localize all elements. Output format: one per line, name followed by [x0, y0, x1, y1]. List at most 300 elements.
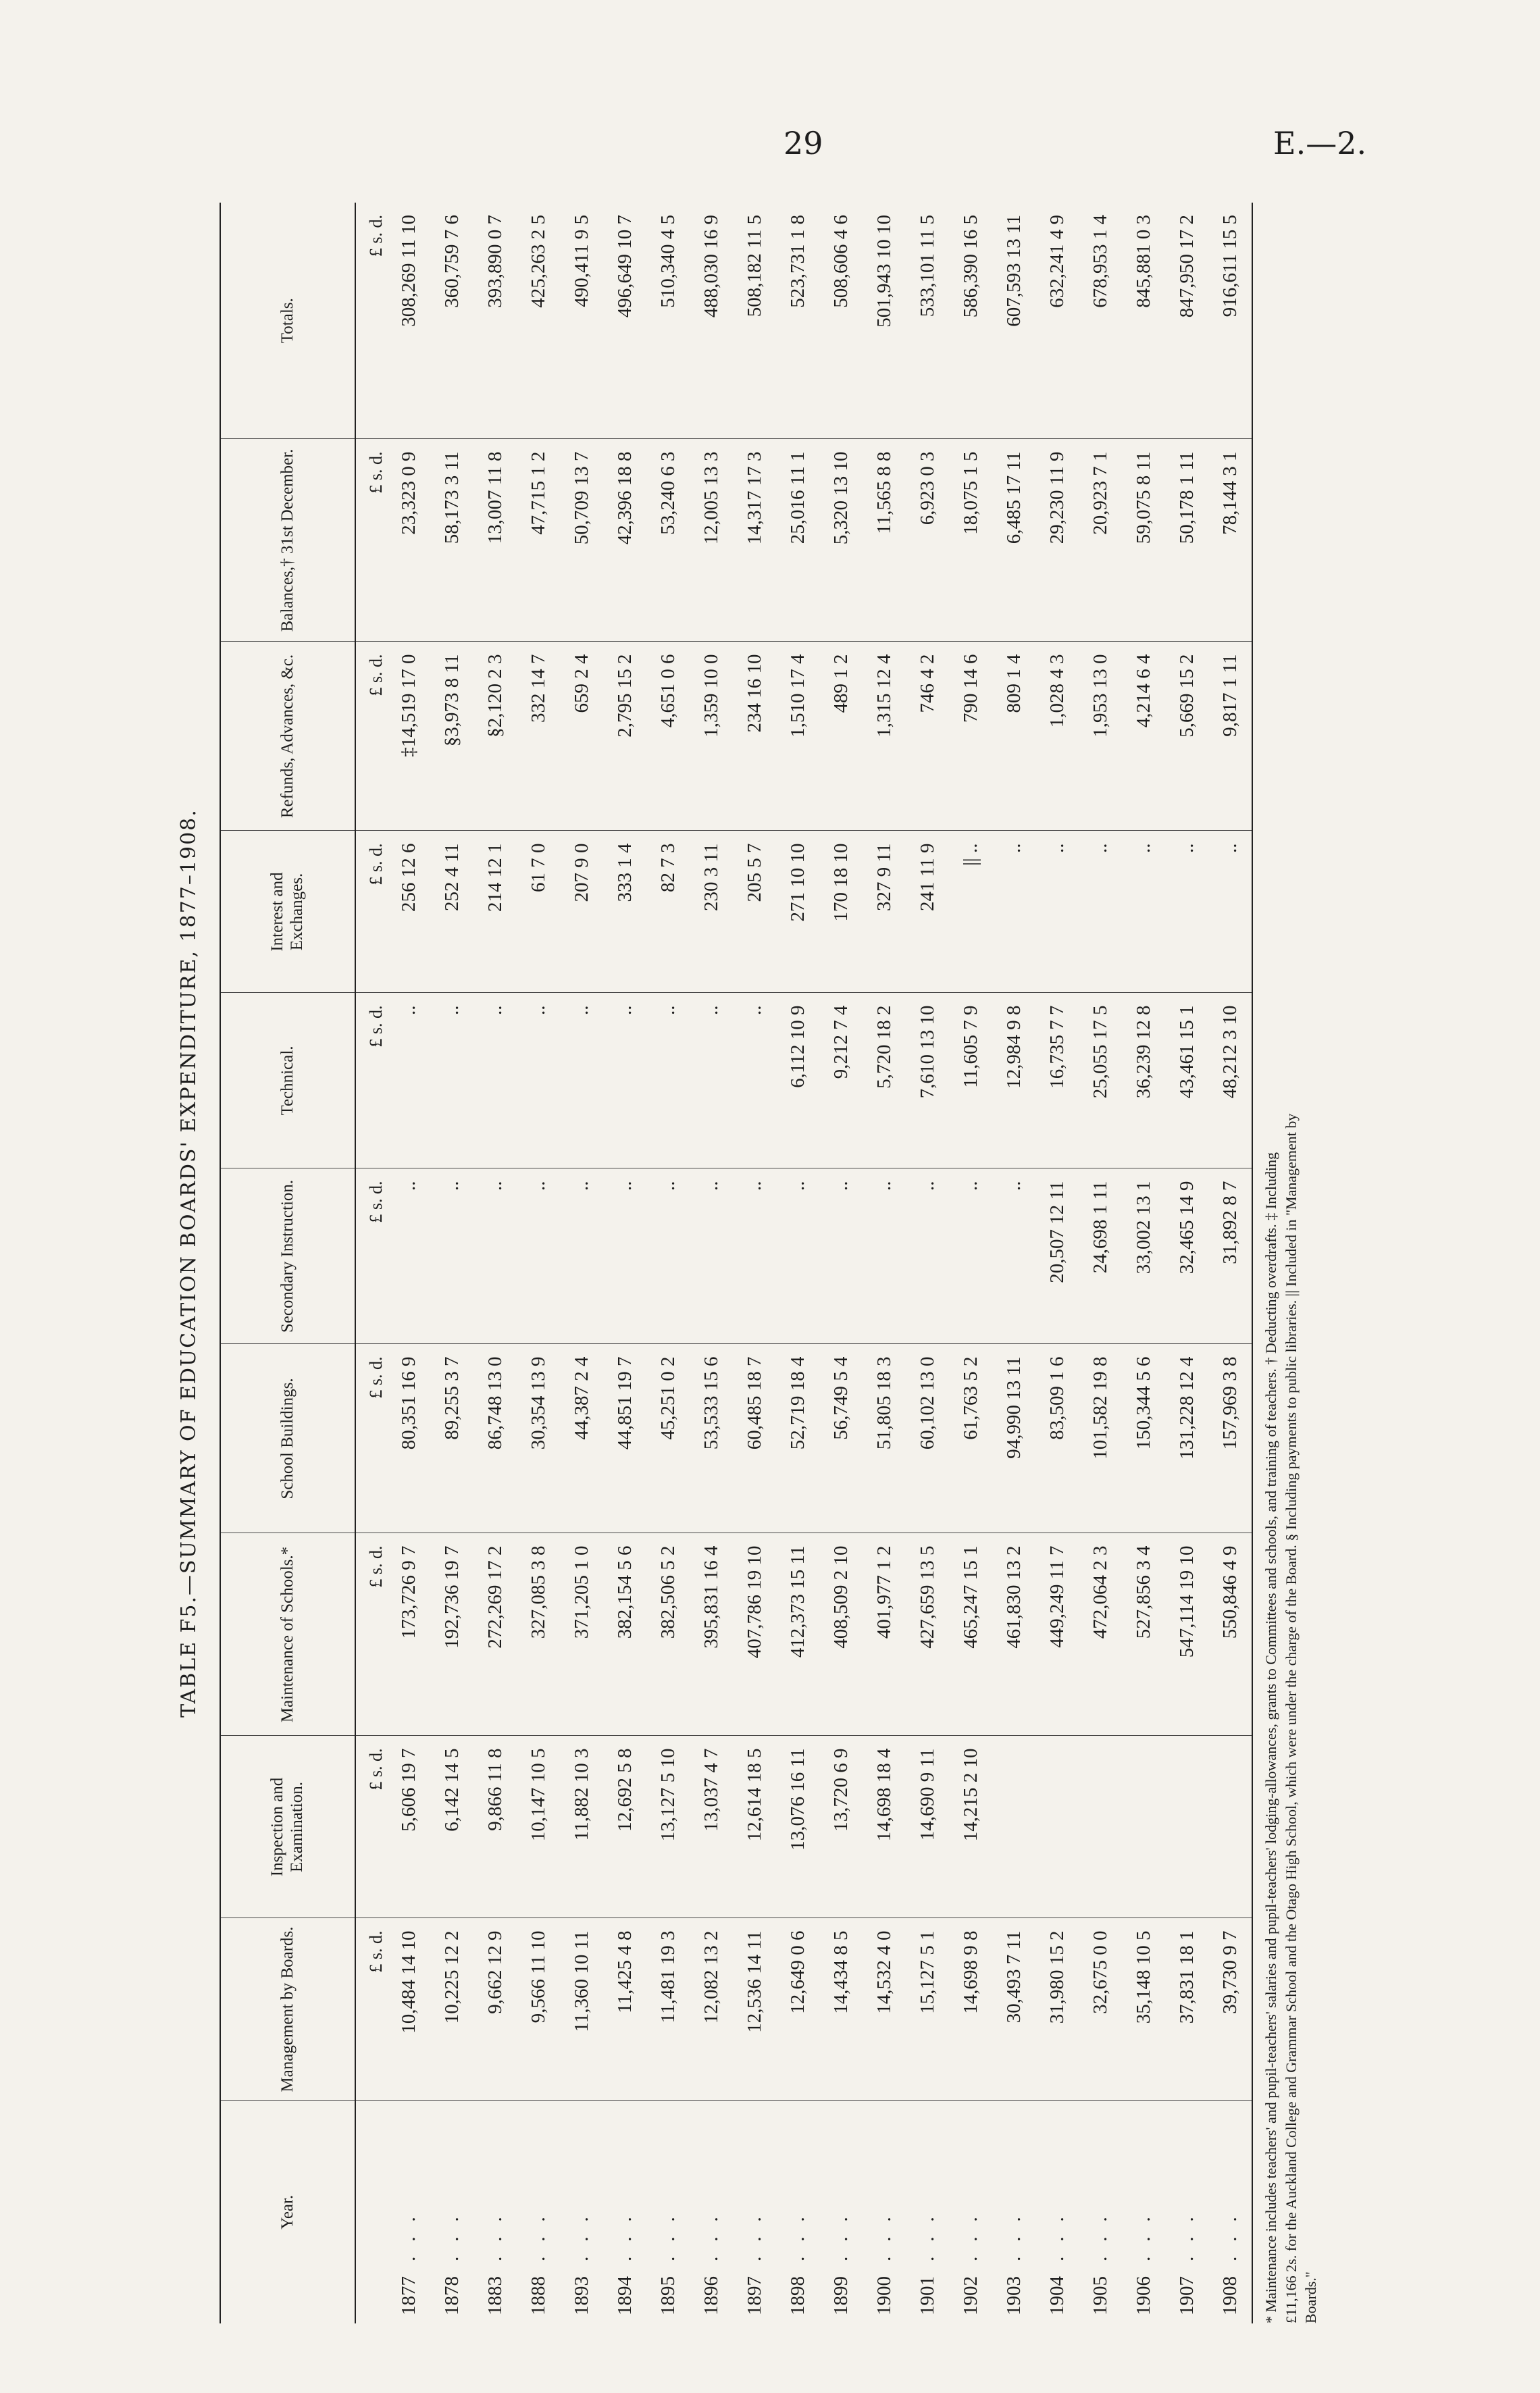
table-cell: ..: [646, 1168, 690, 1344]
table-cell: 45,251 0 2: [646, 1344, 690, 1533]
year-label: 1907: [1175, 2276, 1198, 2315]
table-cell: 382,154 5 6: [603, 1533, 646, 1736]
table-cell: 44,387 2 4: [560, 1344, 603, 1533]
table-cell: ..: [646, 993, 690, 1168]
year-cell: [1079, 2101, 1122, 2323]
table-cell: 14,690 9 11: [906, 1736, 949, 1918]
year-cell: [1122, 2101, 1165, 2323]
table-cell: 272,269 17 2: [473, 1533, 517, 1736]
table-cell: 207 9 0: [560, 831, 603, 993]
year-cell: [690, 2101, 733, 2323]
table-cell: 5,669 15 2: [1165, 642, 1208, 831]
table-cell: 14,698 9 8: [949, 1918, 992, 2101]
table-cell: 61 7 0: [517, 831, 560, 993]
table-row: [863, 203, 906, 2323]
year-label: 1905: [1089, 2276, 1111, 2315]
table-cell: 58,173 3 11: [430, 439, 473, 642]
table-cell: ‡14,519 17 0: [387, 642, 430, 831]
table-cell: [1165, 1736, 1208, 1918]
table-cell: 131,228 12 4: [1165, 1344, 1208, 1533]
table-cell: 1,359 10 0: [690, 642, 733, 831]
table-cell: 241 11 9: [906, 831, 949, 993]
leader-dots: ...: [1002, 2202, 1025, 2261]
table-cell: 234 16 10: [733, 642, 776, 831]
table-cell: 1,315 12 4: [863, 642, 906, 831]
table-cell: 13,007 11 8: [473, 439, 517, 642]
table-cell: 61,763 5 2: [949, 1344, 992, 1533]
table-cell: 12,649 0 6: [776, 1918, 819, 2101]
expenditure-table: [220, 203, 1253, 2323]
table-cell: 401,977 1 2: [863, 1533, 906, 1736]
unit-cell: £ s. d.: [355, 993, 387, 1168]
table-cell: ..: [603, 993, 646, 1168]
year-cell: [387, 2101, 430, 2323]
table-cell: ..: [473, 1168, 517, 1344]
table-cell: ..: [992, 1168, 1035, 1344]
column-header: Maintenance of Schools.*: [220, 1533, 355, 1736]
table-cell: ..: [949, 1168, 992, 1344]
table-title: TABLE F5.—SUMMARY OF EDUCATION BOARDS' EXPENDITURE, 1877–1908.: [177, 808, 201, 1718]
year-label: 1904: [1046, 2276, 1068, 2315]
table-cell: 6,112 10 9: [776, 993, 819, 1168]
table-cell: 205 5 7: [733, 831, 776, 993]
table-cell: 412,373 15 11: [776, 1533, 819, 1736]
table-cell: ..: [1079, 831, 1122, 993]
table-cell: 1,953 13 0: [1079, 642, 1122, 831]
table-cell: ..: [1035, 831, 1079, 993]
table-row: [733, 203, 776, 2323]
table-cell: 14,698 18 4: [863, 1736, 906, 1918]
year-cell: [430, 2101, 473, 2323]
table-cell: 678,953 1 4: [1079, 203, 1122, 439]
table-cell: 393,890 0 7: [473, 203, 517, 439]
table-cell: 173,726 9 7: [387, 1533, 430, 1736]
table-cell: ..: [906, 1168, 949, 1344]
table-cell: 333 1 4: [603, 831, 646, 993]
table-cell: §2,120 2 3: [473, 642, 517, 831]
table-cell: 15,127 5 1: [906, 1918, 949, 2101]
table-cell: 501,943 10 10: [863, 203, 906, 439]
table-cell: 271 10 10: [776, 831, 819, 993]
table-cell: 425,263 2 5: [517, 203, 560, 439]
table-cell: ..: [387, 1168, 430, 1344]
table-cell: 30,354 13 9: [517, 1344, 560, 1533]
table-cell: 360,759 7 6: [430, 203, 473, 439]
table-cell: 14,434 8 5: [819, 1918, 863, 2101]
table-cell: 790 14 6: [949, 642, 992, 831]
leader-dots: ...: [527, 2202, 549, 2261]
leader-dots: ...: [743, 2202, 765, 2261]
table-cell: 9,212 7 4: [819, 993, 863, 1168]
table-cell: 488,030 16 9: [690, 203, 733, 439]
table-cell: ..: [430, 993, 473, 1168]
year-cell: [776, 2101, 819, 2323]
table-cell: 4,651 0 6: [646, 642, 690, 831]
year-label: 1898: [786, 2276, 808, 2315]
table-cell: 14,317 17 3: [733, 439, 776, 642]
leader-dots: ...: [613, 2202, 636, 2261]
table-cell: [992, 1736, 1035, 1918]
table-cell: 32,465 14 9: [1165, 1168, 1208, 1344]
table-cell: 53,240 6 3: [646, 439, 690, 642]
year-cell: [992, 2101, 1035, 2323]
table-cell: 461,830 13 2: [992, 1533, 1035, 1736]
table-cell: 550,846 4 9: [1208, 1533, 1252, 1736]
table-cell: 53,533 15 6: [690, 1344, 733, 1533]
table-cell: ..: [517, 1168, 560, 1344]
table-row: [560, 203, 603, 2323]
table-row: [1079, 203, 1122, 2323]
column-header: Balances,† 31st December.: [220, 439, 355, 642]
table-cell: 230 3 11: [690, 831, 733, 993]
leader-dots: ...: [397, 2202, 419, 2261]
table-cell: 101,582 19 8: [1079, 1344, 1122, 1533]
year-cell: [819, 2101, 863, 2323]
table-cell: 13,127 5 10: [646, 1736, 690, 1918]
footnote-line: Boards.": [1302, 2271, 1320, 2323]
table-cell: 30,493 7 11: [992, 1918, 1035, 2101]
year-label: 1899: [829, 2276, 852, 2315]
unit-cell: £ s. d.: [355, 642, 387, 831]
header-row: [220, 203, 355, 2323]
table-cell: 408,509 2 10: [819, 1533, 863, 1736]
table-cell: ..: [1165, 831, 1208, 993]
leader-dots: ...: [1132, 2202, 1154, 2261]
year-cell: [863, 2101, 906, 2323]
table-cell: 35,148 10 5: [1122, 1918, 1165, 2101]
table-cell: 449,249 11 7: [1035, 1533, 1079, 1736]
year-label: 1906: [1132, 2276, 1154, 2315]
unit-cell: £ s. d.: [355, 203, 387, 439]
table-cell: 18,075 1 5: [949, 439, 992, 642]
year-cell: [560, 2101, 603, 2323]
leader-dots: ...: [1089, 2202, 1111, 2261]
table-cell: || ..: [949, 831, 992, 993]
table-cell: 25,055 17 5: [1079, 993, 1122, 1168]
unit-cell: £ s. d.: [355, 1168, 387, 1344]
year-label: 1877: [397, 2276, 419, 2315]
year-cell: [603, 2101, 646, 2323]
table-cell: 916,611 15 5: [1208, 203, 1252, 439]
table-cell: 845,881 0 3: [1122, 203, 1165, 439]
leader-dots: ...: [570, 2202, 592, 2261]
table-cell: 48,212 3 10: [1208, 993, 1252, 1168]
year-label: 1878: [440, 2276, 463, 2315]
year-cell: [517, 2101, 560, 2323]
table-cell: 327 9 11: [863, 831, 906, 993]
table-cell: §3,973 8 11: [430, 642, 473, 831]
column-header: Totals.: [220, 203, 355, 439]
table-cell: 14,215 2 10: [949, 1736, 992, 1918]
year-label: 1897: [743, 2276, 765, 2315]
table-row: [1035, 203, 1079, 2323]
year-label: 1894: [613, 2276, 636, 2315]
table-cell: 7,610 13 10: [906, 993, 949, 1168]
table-cell: 37,831 18 1: [1165, 1918, 1208, 2101]
table-row: [430, 203, 473, 2323]
table-cell: ..: [387, 993, 430, 1168]
table-row: [603, 203, 646, 2323]
table-cell: 586,390 16 5: [949, 203, 992, 439]
column-header: Interest and Exchanges.: [220, 831, 355, 993]
table-cell: 327,085 3 8: [517, 1533, 560, 1736]
unit-cell: £ s. d.: [355, 1736, 387, 1918]
table-row: [992, 203, 1035, 2323]
leader-dots: ...: [440, 2202, 463, 2261]
table-cell: 659 2 4: [560, 642, 603, 831]
table-cell: ..: [992, 831, 1035, 993]
year-cell: [1165, 2101, 1208, 2323]
year-label: 1895: [657, 2276, 679, 2315]
table-cell: 407,786 19 10: [733, 1533, 776, 1736]
table-cell: 43,461 15 1: [1165, 993, 1208, 1168]
table-cell: 12,005 13 3: [690, 439, 733, 642]
table-cell: 150,344 5 6: [1122, 1344, 1165, 1533]
leader-dots: ...: [873, 2202, 895, 2261]
table-cell: 5,720 18 2: [863, 993, 906, 1168]
table-cell: 1,028 4 3: [1035, 642, 1079, 831]
year-label: 1900: [873, 2276, 895, 2315]
table-row: [1208, 203, 1252, 2323]
table-cell: 10,147 10 5: [517, 1736, 560, 1918]
table-cell: 371,205 1 0: [560, 1533, 603, 1736]
table-cell: 170 18 10: [819, 831, 863, 993]
table-cell: 94,990 13 11: [992, 1344, 1035, 1533]
table-row: [1165, 203, 1208, 2323]
table-cell: 472,064 2 3: [1079, 1533, 1122, 1736]
table-cell: [1208, 1736, 1252, 1918]
table-cell: 51,805 18 3: [863, 1344, 906, 1533]
table-cell: 1,510 17 4: [776, 642, 819, 831]
table-cell: 11,360 10 11: [560, 1918, 603, 2101]
unit-cell: [355, 2101, 387, 2323]
table-cell: 42,396 18 8: [603, 439, 646, 642]
table-cell: 32,675 0 0: [1079, 1918, 1122, 2101]
table-cell: 847,950 17 2: [1165, 203, 1208, 439]
table-cell: ..: [560, 993, 603, 1168]
table-cell: 11,882 10 3: [560, 1736, 603, 1918]
table-cell: 13,076 16 11: [776, 1736, 819, 1918]
table-cell: 29,230 11 9: [1035, 439, 1079, 642]
table-cell: 192,736 19 7: [430, 1533, 473, 1736]
footnote-line: * Maintenance includes teachers' and pupil-teachers' salaries and pupil-teachers' lodging-allowances, grants to Committees and schools, and training of teachers. † Deducting overdrafts. ‡ Including: [1262, 1152, 1279, 2323]
table-cell: 395,831 16 4: [690, 1533, 733, 1736]
leader-dots: ...: [959, 2202, 981, 2261]
table-cell: ..: [690, 1168, 733, 1344]
column-header: Year.: [220, 2101, 355, 2323]
year-cell: [949, 2101, 992, 2323]
table-cell: ..: [517, 993, 560, 1168]
leader-dots: ...: [916, 2202, 938, 2261]
table-cell: 214 12 1: [473, 831, 517, 993]
table-cell: 508,182 11 5: [733, 203, 776, 439]
rotated-table-block: [165, 203, 1368, 2323]
table-row: [690, 203, 733, 2323]
table-cell: 23,323 0 9: [387, 439, 430, 642]
leader-dots: ...: [1046, 2202, 1068, 2261]
units-row: [355, 203, 387, 2323]
table-cell: 11,605 7 9: [949, 993, 992, 1168]
table-row: [646, 203, 690, 2323]
table-cell: ..: [733, 1168, 776, 1344]
table-cell: ..: [776, 1168, 819, 1344]
table-cell: ..: [1208, 831, 1252, 993]
leader-dots: ...: [829, 2202, 852, 2261]
year-label: 1903: [1002, 2276, 1025, 2315]
table-cell: ..: [473, 993, 517, 1168]
table-cell: 5,606 19 7: [387, 1736, 430, 1918]
table-cell: 89,255 3 7: [430, 1344, 473, 1533]
table-cell: 427,659 13 5: [906, 1533, 949, 1736]
table-cell: 52,719 18 4: [776, 1344, 819, 1533]
table-cell: 523,731 1 8: [776, 203, 819, 439]
footnote-line: £11,166 2s. for the Auckland College and Grammar School and the Otago High School, which were under the charge of the Board. § Including payments to public libraries. || Included in "Management by: [1282, 1113, 1300, 2323]
table-row: [819, 203, 863, 2323]
table-cell: ..: [430, 1168, 473, 1344]
table-cell: 10,484 14 10: [387, 1918, 430, 2101]
year-cell: [1035, 2101, 1079, 2323]
table-row: [906, 203, 949, 2323]
unit-cell: £ s. d.: [355, 1344, 387, 1533]
table-cell: 50,709 13 7: [560, 439, 603, 642]
table-cell: 6,923 0 3: [906, 439, 949, 642]
year-label: 1896: [700, 2276, 722, 2315]
table-cell: 80,351 16 9: [387, 1344, 430, 1533]
page-number: 29: [784, 125, 823, 161]
year-cell: [906, 2101, 949, 2323]
table-cell: 332 14 7: [517, 642, 560, 831]
table-cell: [1122, 1736, 1165, 1918]
table-cell: 31,892 8 7: [1208, 1168, 1252, 1344]
table-row: [387, 203, 430, 2323]
table-cell: 607,593 13 11: [992, 203, 1035, 439]
table-cell: 382,506 5 2: [646, 1533, 690, 1736]
table-cell: ..: [603, 1168, 646, 1344]
table-cell: ..: [733, 993, 776, 1168]
table-row: [473, 203, 517, 2323]
year-label: 1893: [570, 2276, 592, 2315]
table-cell: 632,241 4 9: [1035, 203, 1079, 439]
table-cell: 39,730 9 7: [1208, 1918, 1252, 2101]
unit-cell: £ s. d.: [355, 831, 387, 993]
table-cell: 465,247 15 1: [949, 1533, 992, 1736]
year-cell: [473, 2101, 517, 2323]
table-cell: [1079, 1736, 1122, 1918]
column-header: Refunds, Advances, &c.: [220, 642, 355, 831]
table-cell: 24,698 1 11: [1079, 1168, 1122, 1344]
table-cell: 60,102 13 0: [906, 1344, 949, 1533]
table-cell: 47,715 1 2: [517, 439, 560, 642]
table-cell: 12,536 14 11: [733, 1918, 776, 2101]
table-cell: 12,692 5 8: [603, 1736, 646, 1918]
table-cell: 9,817 1 11: [1208, 642, 1252, 831]
year-cell: [1208, 2101, 1252, 2323]
table-cell: 12,984 9 8: [992, 993, 1035, 1168]
table-cell: 16,735 7 7: [1035, 993, 1079, 1168]
table-cell: 12,082 13 2: [690, 1918, 733, 2101]
table-cell: 5,320 13 10: [819, 439, 863, 642]
leader-dots: ...: [657, 2202, 679, 2261]
table-row: [949, 203, 992, 2323]
table-cell: 33,002 13 1: [1122, 1168, 1165, 1344]
table-body: [355, 203, 1252, 2323]
table-cell: ..: [819, 1168, 863, 1344]
year-label: 1888: [527, 2276, 549, 2315]
table-cell: [1035, 1736, 1079, 1918]
year-label: 1883: [484, 2276, 506, 2315]
table-cell: 14,532 4 0: [863, 1918, 906, 2101]
table-cell: 533,101 11 5: [906, 203, 949, 439]
table-cell: 11,425 4 8: [603, 1918, 646, 2101]
table-cell: ..: [863, 1168, 906, 1344]
table-cell: 9,662 12 9: [473, 1918, 517, 2101]
table-cell: ..: [690, 993, 733, 1168]
leader-dots: ...: [1175, 2202, 1198, 2261]
table-cell: 9,566 11 10: [517, 1918, 560, 2101]
column-header: Technical.: [220, 993, 355, 1168]
table-cell: 496,649 10 7: [603, 203, 646, 439]
page-code: E.—2.: [1273, 125, 1367, 161]
table-cell: 490,411 9 5: [560, 203, 603, 439]
leader-dots: ...: [700, 2202, 722, 2261]
table-cell: 13,720 6 9: [819, 1736, 863, 1918]
table-cell: 31,980 15 2: [1035, 1918, 1079, 2101]
unit-cell: £ s. d.: [355, 1918, 387, 2101]
leader-dots: ...: [1218, 2202, 1241, 2261]
unit-cell: £ s. d.: [355, 439, 387, 642]
table-cell: 252 4 11: [430, 831, 473, 993]
table-cell: 256 12 6: [387, 831, 430, 993]
column-header: Management by Boards.: [220, 1918, 355, 2101]
table-row: [517, 203, 560, 2323]
year-cell: [646, 2101, 690, 2323]
year-label: 1901: [916, 2276, 938, 2315]
table-cell: 56,749 5 4: [819, 1344, 863, 1533]
table-cell: 157,969 3 8: [1208, 1344, 1252, 1533]
table-cell: ..: [1122, 831, 1165, 993]
year-label: 1902: [959, 2276, 981, 2315]
column-header: Inspection and Examination.: [220, 1736, 355, 1918]
table-cell: 78,144 3 1: [1208, 439, 1252, 642]
table-cell: 527,856 3 4: [1122, 1533, 1165, 1736]
unit-cell: £ s. d.: [355, 1533, 387, 1736]
table-cell: 2,795 15 2: [603, 642, 646, 831]
table-cell: 308,269 11 10: [387, 203, 430, 439]
table-cell: 809 1 4: [992, 642, 1035, 831]
table-cell: 59,075 8 11: [1122, 439, 1165, 642]
table-cell: 13,037 4 7: [690, 1736, 733, 1918]
table-row: [776, 203, 819, 2323]
table-cell: 6,485 17 11: [992, 439, 1035, 642]
table-cell: 12,614 18 5: [733, 1736, 776, 1918]
table-cell: 82 7 3: [646, 831, 690, 993]
table-cell: 508,606 4 6: [819, 203, 863, 439]
table-cell: 50,178 1 11: [1165, 439, 1208, 642]
footnotes: [1261, 203, 1321, 2323]
table-cell: 510,340 4 5: [646, 203, 690, 439]
table-cell: 86,748 13 0: [473, 1344, 517, 1533]
table-cell: 4,214 6 4: [1122, 642, 1165, 831]
column-header: School Buildings.: [220, 1344, 355, 1533]
year-cell: [733, 2101, 776, 2323]
table-cell: 547,114 19 10: [1165, 1533, 1208, 1736]
year-label: 1908: [1218, 2276, 1241, 2315]
table-row: [1122, 203, 1165, 2323]
table-cell: 20,507 12 11: [1035, 1168, 1079, 1344]
table-cell: 11,565 8 8: [863, 439, 906, 642]
table-cell: 9,866 11 8: [473, 1736, 517, 1918]
leader-dots: ...: [484, 2202, 506, 2261]
